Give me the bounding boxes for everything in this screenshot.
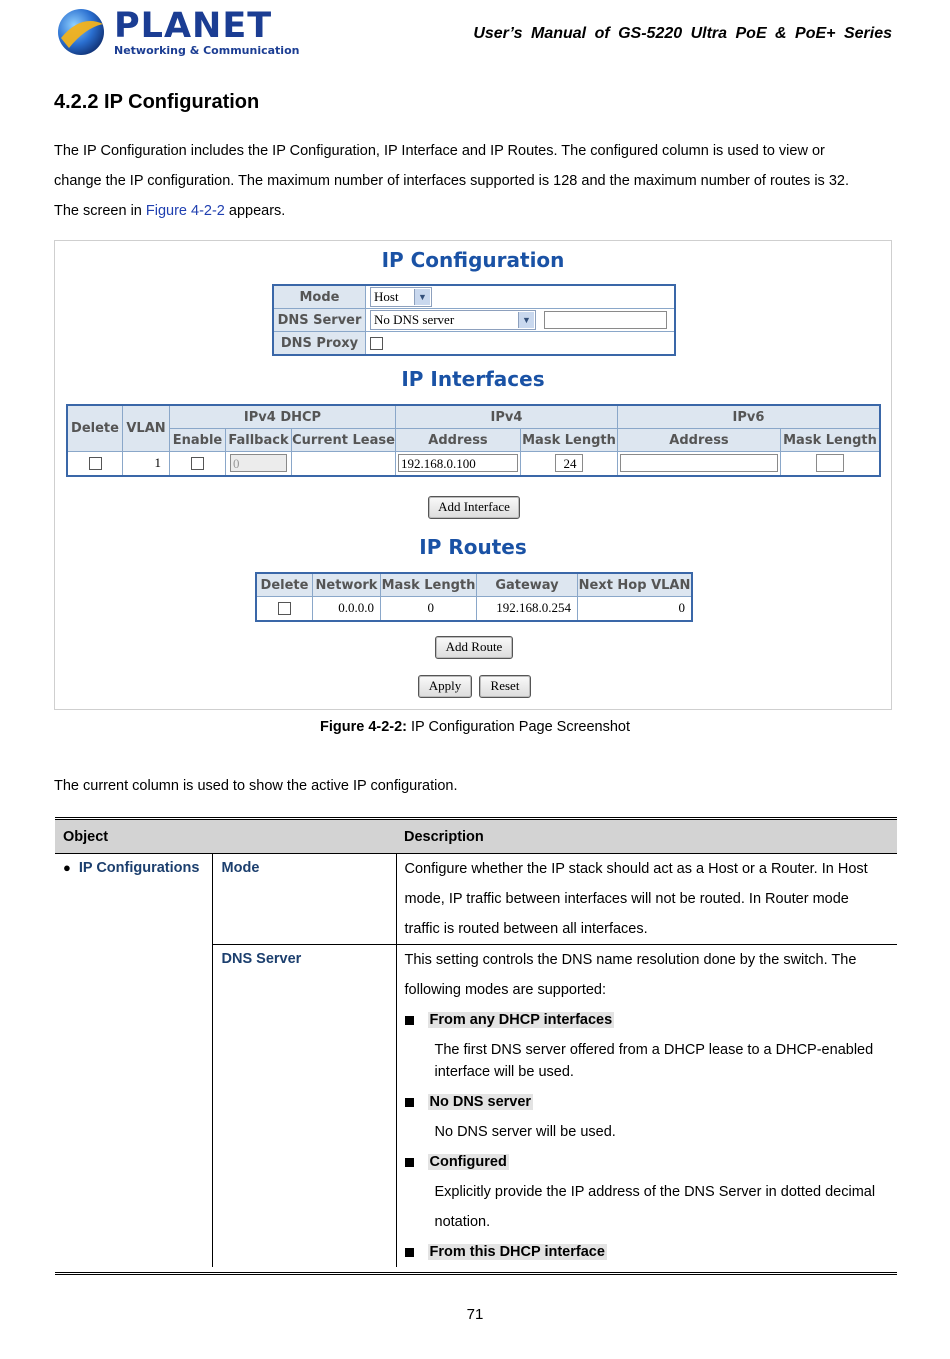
route-gateway: 192.168.0.254 — [477, 597, 578, 621]
object-group-cell — [55, 854, 212, 1268]
desc-line: mode, IP traffic between interfaces will not be routed. In Router mode — [404, 891, 849, 907]
route-delete-checkbox[interactable] — [278, 602, 291, 615]
dns-server-select[interactable] — [370, 310, 536, 330]
table-row — [67, 452, 880, 476]
current-column-paragraph: The current column is used to show the active IP configuration. — [54, 778, 458, 794]
ipv4-mask-input[interactable]: 24 — [555, 454, 583, 472]
square-bullet-icon — [405, 1158, 414, 1167]
ip-routes-heading: IP Routes — [419, 535, 527, 559]
table-row — [256, 597, 692, 621]
delete-checkbox[interactable] — [89, 457, 102, 470]
chevron-down-icon: ▼ — [518, 312, 534, 328]
col-ipv6-mask: Mask Length — [781, 429, 881, 452]
option-item — [405, 1005, 890, 1035]
dns-server-address-input[interactable] — [544, 311, 667, 329]
desc-line: notation. — [434, 1214, 491, 1230]
col-gateway: Gateway — [477, 573, 578, 597]
mode-value: Host — [374, 289, 399, 304]
col-ipv4-mask: Mask Length — [521, 429, 618, 452]
col-ipv4: IPv4 — [396, 405, 618, 429]
dns-server-value: No DNS server — [374, 312, 455, 327]
object-dns-server: DNS Server — [221, 951, 302, 967]
dns-server-label: DNS Server — [273, 309, 366, 332]
option-item — [405, 1087, 890, 1117]
intro-line — [54, 196, 904, 226]
dns-proxy-checkbox[interactable] — [370, 337, 383, 350]
header-object: Object — [55, 819, 396, 854]
col-enable: Enable — [170, 429, 226, 452]
desc-line: The first DNS server offered from a DHCP lease to a DHCP-enabled — [434, 1042, 874, 1058]
intro-text: The screen in — [54, 203, 146, 219]
desc-line: Configure whether the IP stack should act as a Host or a Router. In Host — [404, 861, 868, 877]
ip-routes-table — [255, 572, 693, 622]
ip-config-screenshot — [54, 240, 892, 710]
header-description: Description — [396, 819, 897, 854]
dns-proxy-label: DNS Proxy — [273, 332, 366, 356]
col-ipv6: IPv6 — [618, 405, 881, 429]
option-title: Configured — [429, 1154, 507, 1170]
ip-config-table — [272, 284, 676, 356]
route-network: 0.0.0.0 — [313, 597, 381, 621]
figure-caption — [0, 719, 950, 735]
col-ipv4-address: Address — [396, 429, 521, 452]
intro-paragraph — [54, 136, 904, 226]
square-bullet-icon — [405, 1016, 414, 1025]
brand-tagline: Networking & Communication — [114, 44, 300, 57]
option-item — [405, 1237, 890, 1267]
col-ipv4-dhcp: IPv4 DHCP — [170, 405, 396, 429]
table-row — [55, 854, 897, 945]
col-next-hop-vlan: Next Hop VLAN — [578, 573, 693, 597]
brand-name: PLANET — [114, 6, 273, 46]
col-vlan: VLAN — [123, 405, 170, 452]
manual-title: User’s Manual of GS-5220 Ultra PoE & PoE+ Series — [473, 25, 892, 42]
option-description — [405, 1035, 890, 1087]
add-interface-button[interactable]: Add Interface — [428, 496, 520, 519]
col-network: Network — [313, 573, 381, 597]
dhcp-enable-checkbox[interactable] — [191, 457, 204, 470]
ipv6-address-input[interactable] — [620, 454, 778, 472]
intro-line: change the IP configuration. The maximum number of interfaces supported is 128 and the maximum number of routes is 32. — [54, 173, 849, 189]
ipv4-address-input[interactable]: 192.168.0.100 — [398, 454, 518, 472]
square-bullet-icon — [405, 1098, 414, 1107]
desc-line: Explicitly provide the IP address of the DNS Server in dotted decimal — [434, 1184, 876, 1200]
dns-cell — [212, 945, 396, 1268]
figure-link[interactable]: Figure 4-2-2 — [145, 203, 225, 219]
fallback-input[interactable]: 0 — [230, 454, 287, 472]
table-bottom-rule — [55, 1272, 897, 1275]
mode-cell — [212, 854, 396, 945]
desc-line: This setting controls the DNS name resolution done by the switch. The — [404, 952, 857, 968]
desc-line: interface will be used. — [434, 1064, 574, 1080]
col-current-lease: Current Lease — [292, 429, 396, 452]
col-delete: Delete — [67, 405, 123, 452]
bullet-icon: ● — [63, 860, 71, 875]
option-title: No DNS server — [429, 1094, 532, 1110]
desc-line: traffic is routed between all interfaces. — [404, 921, 648, 937]
page-number: 71 — [466, 1306, 484, 1323]
ip-config-heading: IP Configuration — [381, 248, 565, 272]
option-description: No DNS server will be used. — [434, 1124, 616, 1140]
col-route-delete: Delete — [256, 573, 313, 597]
object-group: IP Configurations — [78, 860, 200, 876]
intro-text: appears. — [224, 203, 286, 219]
mode-select[interactable] — [370, 287, 432, 307]
col-route-mask: Mask Length — [381, 573, 477, 597]
option-title: From any DHCP interfaces — [429, 1012, 613, 1028]
route-mask: 0 — [381, 597, 477, 621]
option-item — [405, 1147, 890, 1177]
section-title: 4.2.2 IP Configuration — [54, 91, 260, 113]
ipv6-mask-input[interactable] — [816, 454, 844, 472]
mode-description — [396, 854, 897, 945]
ip-interfaces-table — [66, 404, 881, 477]
apply-button[interactable]: Apply — [418, 675, 472, 698]
object-mode: Mode — [221, 860, 260, 876]
option-title: From this DHCP interface — [429, 1244, 605, 1260]
add-route-button[interactable]: Add Route — [435, 636, 513, 659]
caption-label: Figure 4-2-2: — [319, 719, 407, 735]
mode-label: Mode — [273, 285, 366, 309]
option-description — [405, 1177, 890, 1237]
square-bullet-icon — [405, 1248, 414, 1257]
caption-text: IP Configuration Page Screenshot — [407, 719, 631, 735]
route-next-hop: 0 — [578, 597, 693, 621]
ip-interfaces-heading: IP Interfaces — [401, 367, 545, 391]
desc-line: following modes are supported: — [404, 982, 607, 998]
reset-button[interactable]: Reset — [479, 675, 531, 698]
col-fallback: Fallback — [226, 429, 292, 452]
intro-line: The IP Configuration includes the IP Configuration, IP Interface and IP Routes. The configured column is used to view or — [54, 143, 825, 159]
dns-description — [396, 945, 897, 1268]
col-ipv6-address: Address — [618, 429, 781, 452]
chevron-down-icon: ▼ — [414, 289, 430, 305]
current-lease-value — [292, 452, 396, 476]
description-table — [55, 817, 897, 1267]
vlan-value: 1 — [123, 452, 170, 476]
